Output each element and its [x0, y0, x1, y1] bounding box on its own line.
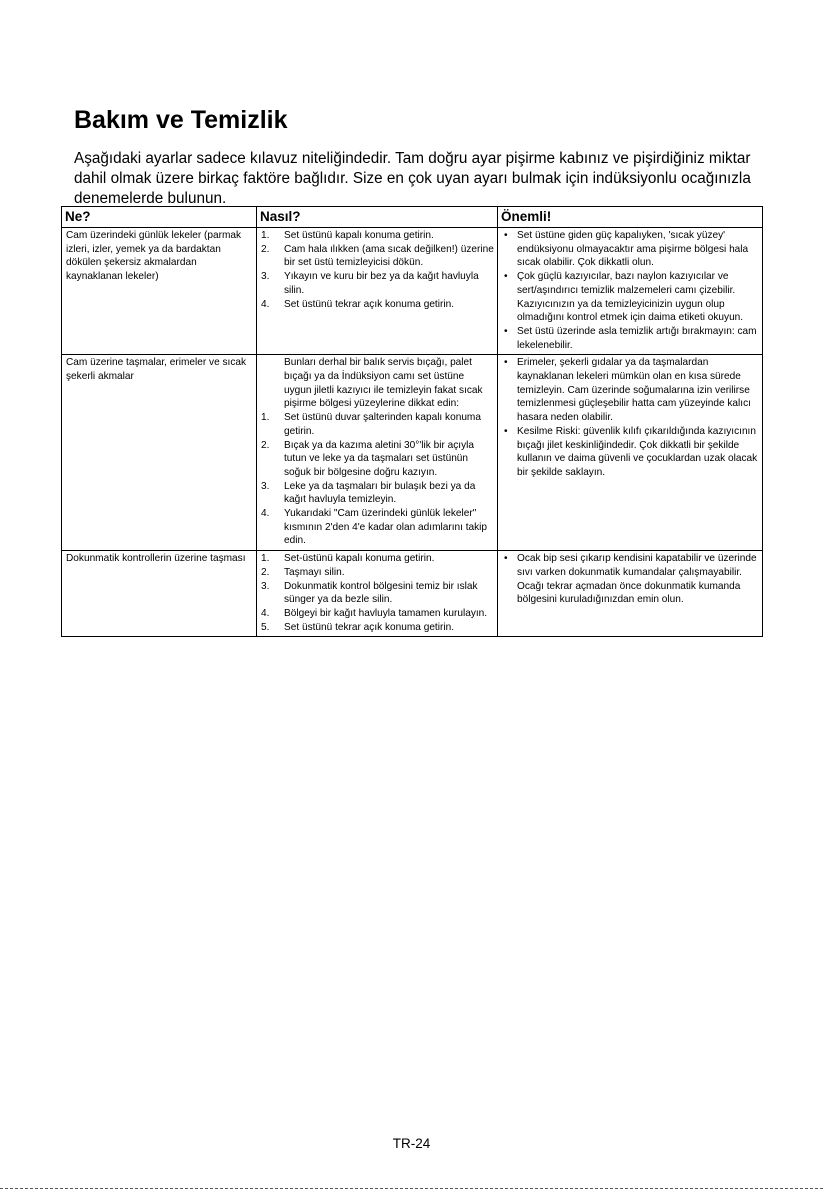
list-item — [260, 566, 494, 580]
cell-how — [257, 228, 498, 355]
table-body — [62, 228, 763, 637]
step-text: Set-üstünü kapalı konuma getirin. — [284, 553, 435, 565]
note-text: Set üstüne giden güç kapalıyken, 'sıcak yüzey' endüksiyonu olmayacaktır ama pişirme bölgesi hala sıcak olabilir. Çok dikkatli olun. — [517, 230, 749, 269]
bullet-icon: • — [504, 425, 508, 437]
step-number: 1. — [261, 553, 270, 565]
list-item — [260, 243, 494, 270]
table-header-row — [62, 207, 763, 228]
list-item — [260, 480, 494, 507]
intro-paragraph: Aşağıdaki ayarlar sadece kılavuz niteliğindedir. Tam doğru ayar pişirme kabınız ve pişirdiğiniz miktar dahil olmak üzere birkaç faktöre bağlıdır. Size en çok uyan ayarı bulmak için indüksiyonlu ocağınızla denemelerde bulunun. — [74, 150, 751, 207]
step-text: Taşmayı silin. — [284, 566, 345, 578]
what-text: Cam üzerine taşmalar, erimeler ve sıcak şekerli akmalar — [66, 357, 247, 383]
step-number: 4. — [261, 298, 270, 310]
list-item — [501, 356, 759, 425]
step-text: Bölgeyi bir kağıt havluyla tamamen kurulayın. — [284, 607, 488, 619]
step-text: Set üstünü duvar şalterinden kapalı konuma getirin. — [284, 412, 481, 437]
step-number: 4. — [261, 607, 270, 619]
step-text: Set üstünü tekrar açık konuma getirin. — [284, 621, 454, 633]
cell-what — [62, 355, 257, 551]
cell-what — [62, 551, 257, 637]
list-item — [501, 229, 759, 270]
step-number: 4. — [261, 508, 270, 520]
list-item — [260, 621, 494, 635]
cell-important — [498, 551, 763, 637]
list-item — [260, 507, 494, 548]
bullet-icon: • — [504, 325, 508, 337]
cell-important — [498, 228, 763, 355]
cell-important — [498, 355, 763, 551]
header-important: Önemli! — [498, 207, 763, 228]
step-number: 1. — [261, 412, 270, 424]
care-table — [61, 206, 763, 637]
step-text: Leke ya da taşmaları bir bulaşık bezi ya da kağıt havluyla temizleyin. — [284, 480, 476, 506]
step-text: Bıçak ya da kazıma aletini 30°'lik bir açıyla tutun ve leke ya da taşmaları set üstünün soğuk bir bölgesine doğru kazıyın. — [284, 439, 474, 478]
note-text: Set üstü üzerinde asla temizlik artığı bırakmayın: cam lekelenebilir. — [517, 325, 757, 351]
bullet-icon: • — [504, 357, 508, 369]
cell-how — [257, 355, 498, 551]
bullet-icon: • — [504, 230, 508, 241]
what-text: Cam üzerindeki günlük lekeler (parmak izleri, izler, yemek ya da bardaktan dökülen şekersiz akmalardan kaynaklanan lekeler) — [66, 230, 242, 283]
list-item — [260, 298, 494, 312]
cell-how — [257, 551, 498, 637]
step-text: Dokunmatik kontrol bölgesini temiz bir ıslak sünger ya da bezle silin. — [284, 580, 478, 606]
list-item — [501, 552, 759, 607]
note-text: Çok güçlü kazıyıcılar, bazı naylon kazıyıcılar ve sert/aşındırıcı temizlik malzemeleri camı çizebilir. Kazıyıcınızın ya da temizleyicinizin uygun olup olmadığını kontrol etmek için daima etiketi okuyun. — [517, 271, 744, 324]
bullet-icon: • — [504, 553, 508, 565]
how-intro: Bunları derhal bir balık servis bıçağı, palet bıçağı ya da İndüksiyon camı set üstüne uygun jiletli kazıyıcı ile temizleyin fakat sıcak pişirme bölgesi yüzeylerine dikkat edin: — [284, 357, 483, 410]
table-row — [62, 228, 763, 355]
note-text: Erimeler, şekerli gıdalar ya da taşmalardan kaynaklanan lekeleri mümkün olan en kısa sürede temizleyin. Cam üzerinde soğumalarına izin verilirse temizlenmesi güçleşebilir hatta cam yüzeyinde kalıcı hasara neden olabilir. — [517, 357, 751, 424]
notes-list — [501, 356, 759, 479]
notes-list — [501, 552, 759, 607]
list-item — [501, 425, 759, 480]
step-number: 3. — [261, 580, 270, 592]
table-row — [62, 355, 763, 551]
step-text: Cam hala ılıkken (ama sıcak değilken!) üzerine bir set üstü temizleyicisi dökün. — [284, 243, 494, 269]
step-number: 1. — [261, 230, 270, 241]
list-item — [260, 411, 494, 438]
step-text: Set üstünü tekrar açık konuma getirin. — [284, 298, 454, 310]
header-what: Ne? — [62, 207, 257, 228]
step-text: Yukarıdaki "Cam üzerindeki günlük lekeler" kısmının 2'den 4'e kadar olan adımlarını takip edin. — [284, 508, 488, 547]
notes-list — [501, 229, 759, 352]
list-item — [260, 270, 494, 297]
table-row — [62, 551, 763, 637]
page-number: TR-24 — [392, 1136, 431, 1151]
step-number: 3. — [261, 271, 270, 283]
note-text: Kesilme Riski: güvenlik kılıfı çıkarıldığında kazıyıcının bıçağı jilet keskinliğindedir. Çok dikkatli bir şekilde kullanın ve daima güvenli ve çocuklardan uzak olacak bir şekilde saklayın. — [517, 425, 758, 478]
list-item — [260, 229, 494, 243]
step-number: 2. — [261, 566, 270, 578]
list-item — [501, 325, 759, 352]
list-item — [501, 270, 759, 325]
note-text: Ocak bip sesi çıkarıp kendisini kapatabilir ve üzerinde sıvı varken dokunmatik kumandalar çalışmayabilir. Ocağı tekrar açmadan önce dokunmatik kumanda bölgesini kuruladığınızdan emin olun. — [517, 553, 757, 606]
list-item — [260, 439, 494, 480]
step-number: 2. — [261, 243, 270, 255]
page-title: Bakım ve Temizlik — [74, 106, 288, 134]
list-item — [260, 607, 494, 621]
step-text: Set üstünü kapalı konuma getirin. — [284, 230, 434, 241]
step-number: 3. — [261, 480, 270, 492]
steps-list — [260, 229, 494, 311]
list-item — [260, 580, 494, 607]
what-text: Dokunmatik kontrollerin üzerine taşması — [66, 553, 246, 565]
step-number: 2. — [261, 439, 270, 451]
header-how: Nasıl? — [257, 207, 498, 228]
list-item — [260, 552, 494, 566]
step-text: Yıkayın ve kuru bir bez ya da kağıt havluyla silin. — [284, 271, 479, 296]
cell-what — [62, 228, 257, 355]
bullet-icon: • — [504, 271, 508, 283]
steps-list — [260, 552, 494, 634]
step-number: 5. — [261, 621, 270, 633]
page-edge-divider — [0, 1188, 823, 1189]
steps-list — [260, 411, 494, 548]
